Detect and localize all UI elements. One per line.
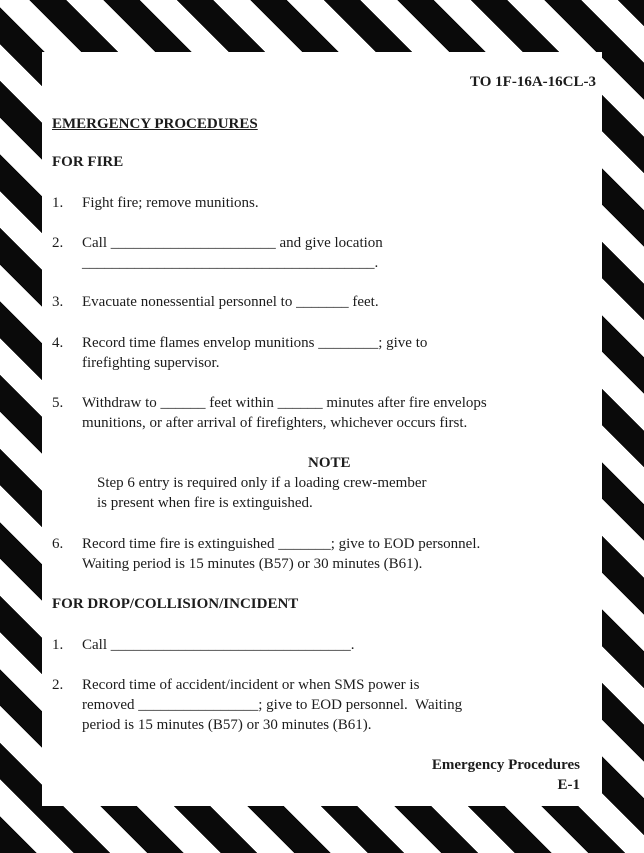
step-text: Call ______________________ and give location	[82, 235, 383, 251]
note-title: NOTE	[308, 455, 351, 471]
step-text: Record time flames envelop munitions ________; give to	[82, 335, 428, 351]
step-number: 5.	[52, 395, 64, 411]
step-text: Fight fire; remove munitions.	[82, 195, 259, 211]
step-number: 3.	[52, 294, 64, 310]
fire-section-title: FOR FIRE	[52, 154, 124, 170]
step-text: _______________________________________.	[82, 255, 379, 271]
step-text: Withdraw to ______ feet within ______ minutes after fire envelops	[82, 395, 487, 411]
step-number: 1.	[52, 637, 64, 653]
page-heading: EMERGENCY PROCEDURES	[52, 116, 258, 132]
step-text: Evacuate nonessential personnel to _______ feet.	[82, 294, 379, 310]
drop-section-title: FOR DROP/COLLISION/INCIDENT	[52, 596, 299, 612]
step-text: firefighting supervisor.	[82, 355, 220, 371]
step-number: 6.	[52, 536, 64, 552]
step-text: period is 15 minutes (B57) or 30 minutes (B61).	[82, 717, 372, 733]
footer-title: Emergency Procedures	[431, 757, 580, 773]
doc-number: TO 1F-16A-16CL-3	[470, 74, 596, 90]
step-text: Record time of accident/incident or when SMS power is	[82, 677, 420, 693]
step-number: 1.	[52, 195, 64, 211]
step-number: 4.	[52, 335, 64, 351]
note-text: Step 6 entry is required only if a loading crew-member	[97, 475, 427, 491]
checklist-page	[42, 52, 602, 806]
note-text: is present when fire is extinguished.	[97, 495, 313, 511]
step-text: Call ________________________________.	[82, 637, 355, 653]
step-number: 2.	[52, 677, 64, 693]
step-text: removed ________________; give to EOD personnel. Waiting	[82, 697, 463, 713]
step-number: 2.	[52, 235, 64, 251]
step-text: munitions, or after arrival of firefighters, whichever occurs first.	[82, 415, 468, 431]
step-text: Waiting period is 15 minutes (B57) or 30 minutes (B61).	[82, 556, 423, 572]
step-text: Record time fire is extinguished _______; give to EOD personnel.	[82, 536, 481, 552]
page-number: E-1	[557, 777, 580, 793]
